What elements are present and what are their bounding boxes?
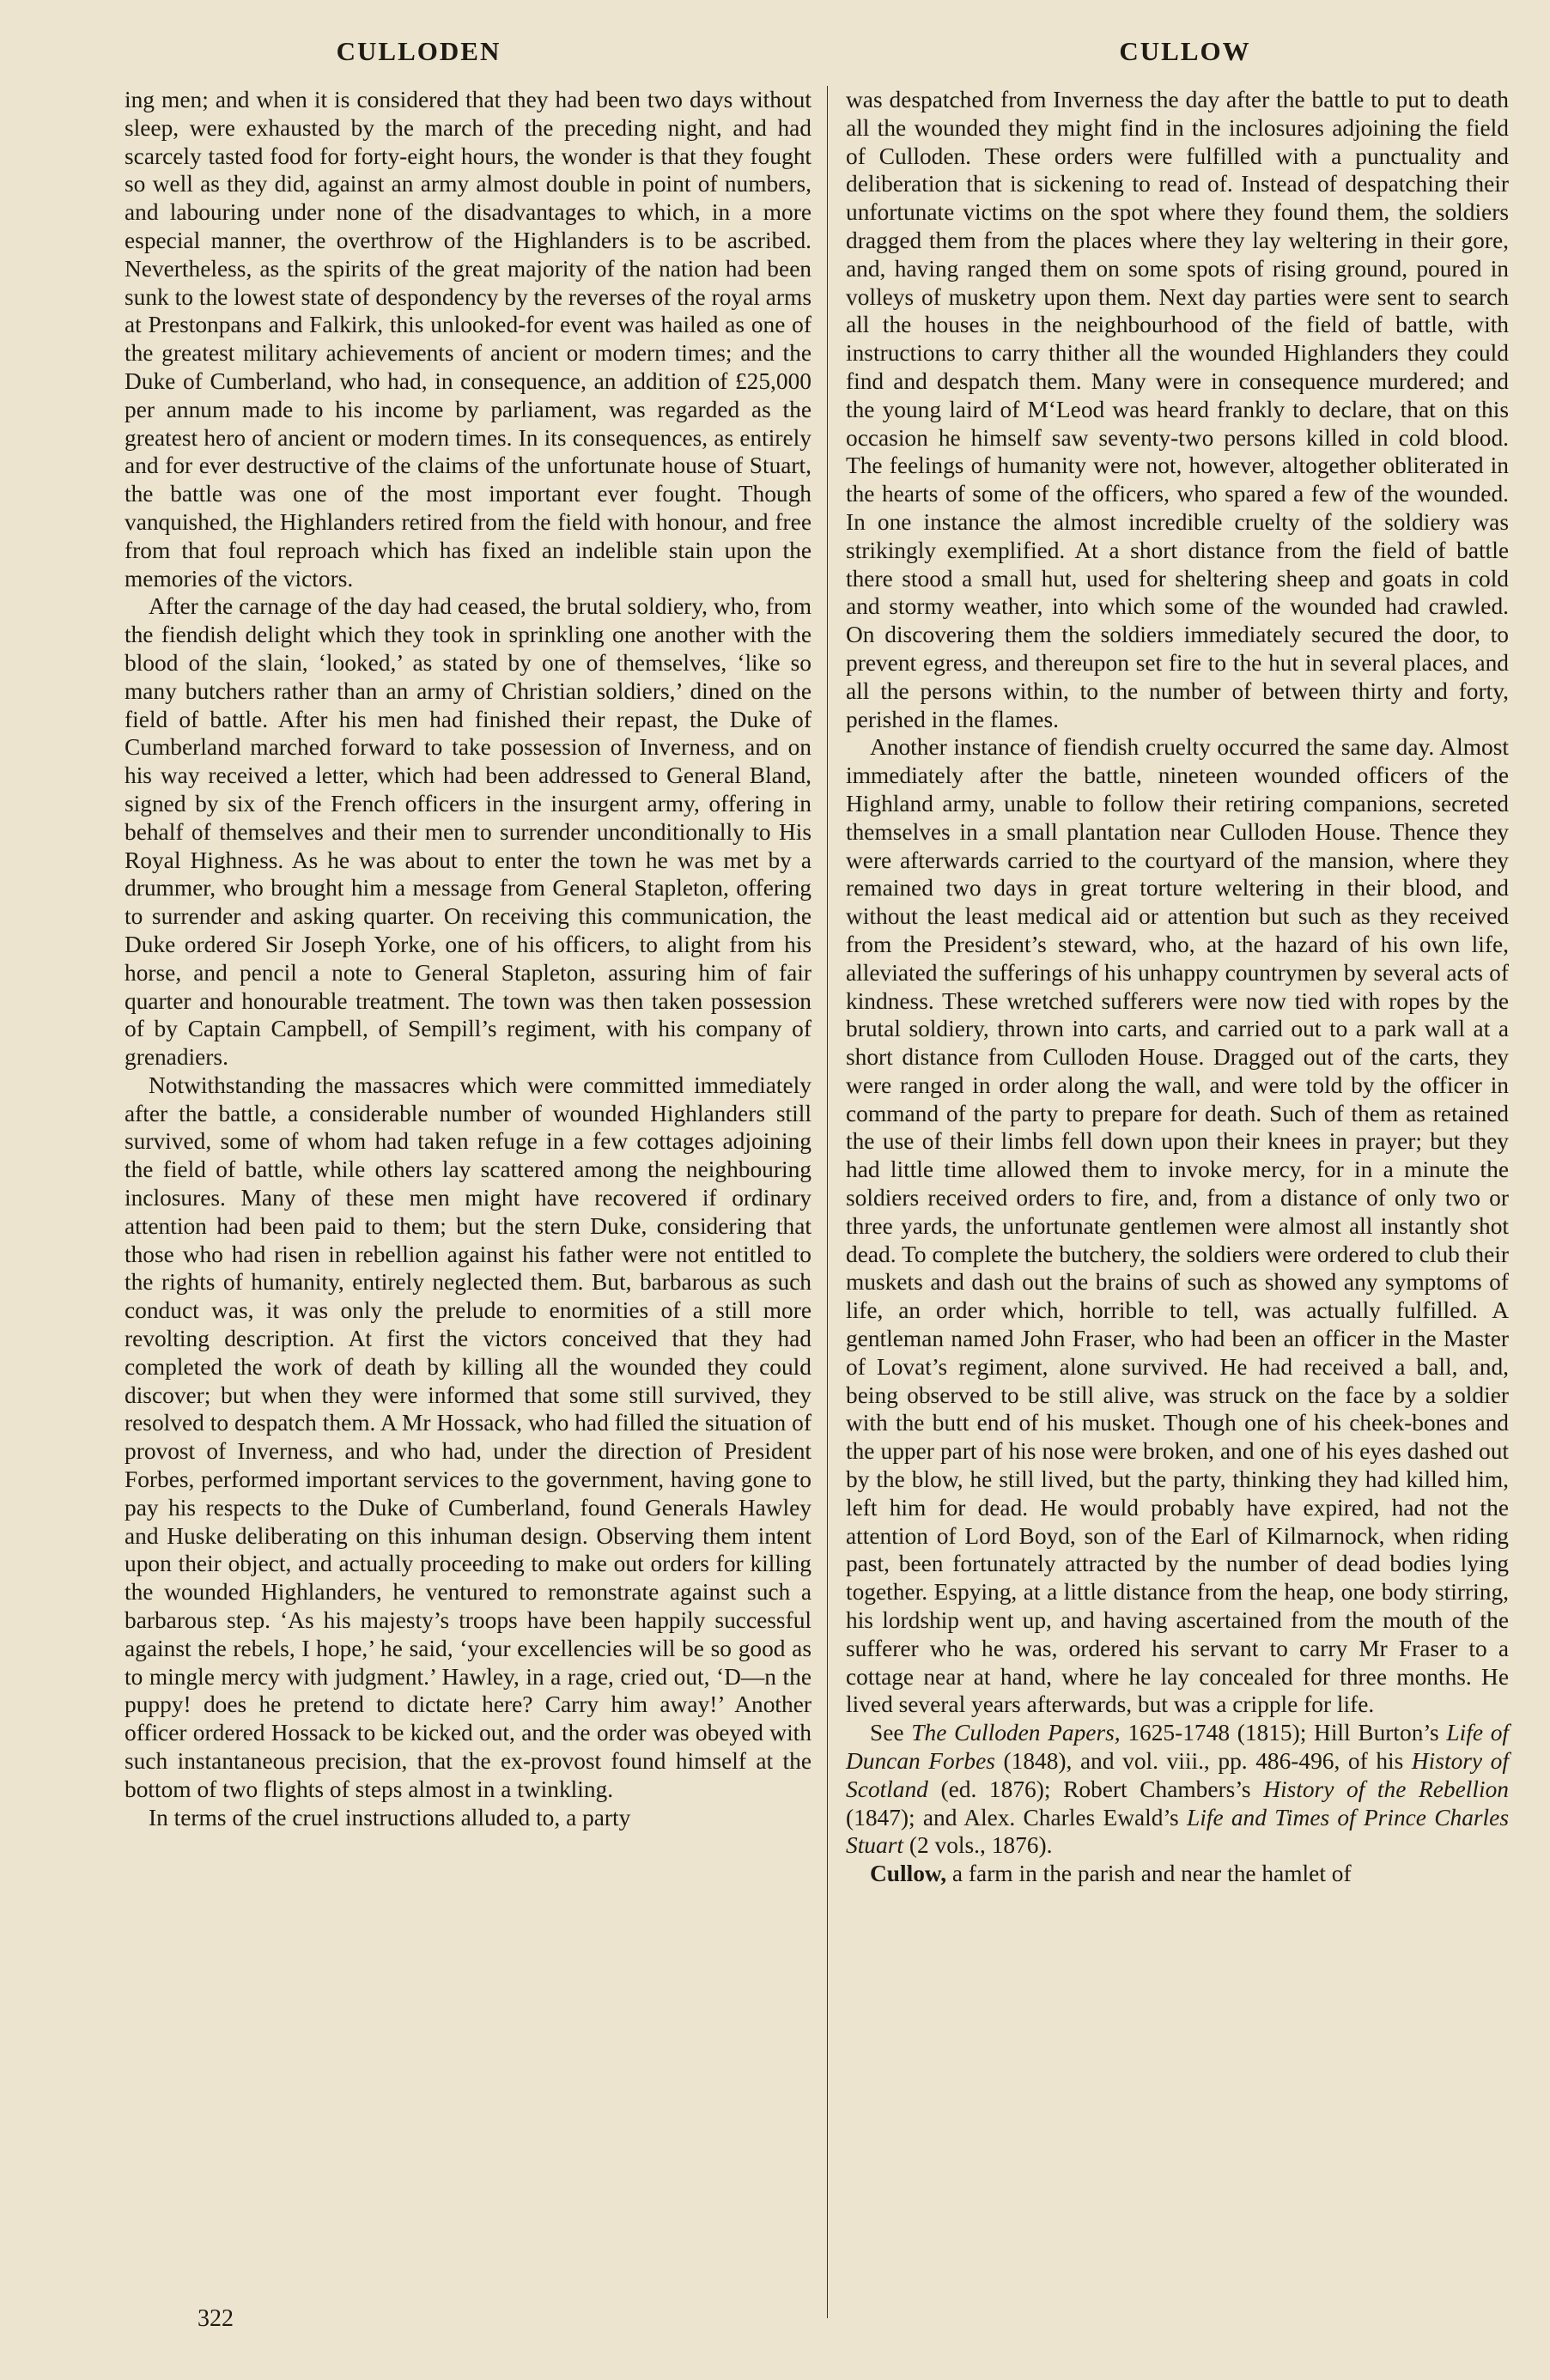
paragraph: ing men; and when it is considered that they had been two days without sleep, were exhausted by the march of the preceding night, and had scarcely tasted food for forty-eight hours, the wonder is that they fought so well as they did, against an army almost double in point of numbers, and labouring under none of the disadvantages to which, in a more especial manner, the overthrow of the Highlanders is to be ascribed. Nevertheless, as the spirits of the great majority of the nation had been sunk to the lowest state of despondency by the reverses of the royal arms at Prestonpans and Falkirk, this unlooked-for event was hailed as one of the greatest military achievements of ancient or modern times; and the Duke of Cumberland, who had, in consequence, an addition of £25,000 per annum made to his income by parliament, was regarded as the greatest hero of ancient or modern times. In its consequences, as entirely and for ever destructive of the claims of the unfortunate house of Stuart, the battle was one of the most important ever fought. Though vanquished, the Highlanders retired from the field with honour, and free from that foul reproach which has fixed an indelible stain upon the memories of the victors. — [125, 87, 811, 592]
reference-title: The Culloden Papers, — [911, 1720, 1121, 1746]
reference-detail: 1625-1748 (1815); Hill Burton’s — [1128, 1720, 1439, 1746]
right-column — [846, 86, 1509, 1888]
reference-title: History of the Rebellion — [1263, 1776, 1509, 1802]
entry-headword: Cullow, — [870, 1861, 947, 1887]
paragraph: was despatched from Inverness the day after the battle to put to death all the wounded they might find in the inclosures adjoining the field of Culloden. These orders were fulfilled with a punctuality and deliberation that is sickening to read of. Instead of despatching their unfortunate victims on the spot where they found them, the soldiers dragged them from the places where they lay weltering in their gore, and, having ranged them on some spots of rising ground, poured in volleys of musketry upon them. Next day parties were sent to search all the houses in the neighbourhood of the field of battle, with instructions to carry thither all the wounded Highlanders they could find and despatch them. Many were in consequence murdered; and the young laird of M‘Leod was heard frankly to declare, that on this occasion he himself saw seventy-two persons killed in cold blood. The feelings of humanity were not, however, altogether obliterated in the hearts of some of the officers, who spared a few of the wounded. In one instance the almost incredible cruelty of the soldiery was strikingly exemplified. At a short distance from the field of battle there stood a small hut, used for sheltering sheep and goats in cold and stormy weather, into which some of the wounded had crawled. On discovering them the soldiers immediately secured the door, to prevent egress, and thereupon set fire to the hut in several places, and all the persons within, to the number of between thirty and forty, perished in the flames. — [846, 87, 1509, 732]
reference-title: History of Scotland — [846, 1748, 1509, 1802]
entry-text: a farm in the parish and near the hamlet of — [951, 1861, 1352, 1887]
gazetteer-entry — [846, 1860, 1509, 1888]
paragraph: Another instance of fiendish cruelty occurred the same day. Almost immediately after the battle, nineteen wounded officers of the Highland army, unable to follow their retiring companions, secreted themselves in a small plantation near Culloden House. Thence they were afterwards carried to the courtyard of the mansion, where they remained two days in great torture weltering in their blood, and without the least medical aid or attention but such as they received from the President’s steward, who, at the hazard of his own life, alleviated the sufferings of his unhappy countrymen by several acts of kindness. These wretched sufferers were now tied with ropes by the brutal soldiery, thrown into carts, and carried out to a park wall at a short distance from Culloden House. Dragged out of the carts, they were ranged in order along the wall, and were told by the officer in command of the party to prepare for death. Such of them as retained the use of their limbs fell down upon their knees in prayer; but they had little time allowed them to invoke mercy, for in a minute the soldiers received orders to fire, and, from a distance of only two or three yards, the unfortunate gentlemen were almost all instantly shot dead. To complete the butchery, the soldiers were ordered to club their muskets and dash out the brains of such as showed any symptoms of life, an order which, horrible to tell, was actually fulfilled. A gentleman named John Fraser, who had been an officer in the Master of Lovat’s regiment, alone survived. He had received a ball, and, being observed to be still alive, was struck on the face by a soldier with the butt end of his musket. Though one of his cheek-bones and the upper part of his nose were broken, and one of his eyes dashed out by the blow, he still lived, but the party, thinking they had killed him, left him for dead. He would probably have expired, had not the attention of Lord Boyd, son of the Earl of Kilmarnock, when riding past, been fortunately attracted by the number of dead bodies lying together. Espying, at a little distance from the heap, one body stirring, his lordship went up, and having ascertained from the mouth of the sufferer who he was, ordered his servant to carry Mr Fraser to a cottage near at hand, where he lay concealed for three months. He lived several years afterwards, but was a cripple for life. — [846, 734, 1509, 1718]
reference-title: Life of Duncan Forbes — [846, 1720, 1510, 1775]
reference-detail: (ed. 1876); Robert Chambers’s — [940, 1776, 1251, 1802]
running-head-right: CULLOW — [1119, 36, 1251, 66]
column-divider — [827, 86, 828, 2318]
reference-detail: (1847); and Alex. Charles Ewald’s — [846, 1804, 1179, 1831]
paragraph: In terms of the cruel instructions alluded to, a party — [149, 1804, 631, 1831]
paragraph: After the carnage of the day had ceased, the brutal soldiery, who, from the fiendish delight which they took in sprinkling one another with the blood of the slain, ‘looked,’ as stated by one of themselves, ‘like so many butchers rather than an army of Christian soldiers,’ dined on the field of battle. After his men had finished their repast, the Duke of Cumberland marched forward to take possession of Inverness, and on his way received a letter, which had been addressed to General Bland, signed by six of the French officers in the insurgent army, offering in behalf of themselves and their men to surrender unconditionally to His Royal Highness. As he was about to enter the town he was met by a drummer, who brought him a message from General Stapleton, offering to surrender and asking quarter. On receiving this communication, the Duke ordered Sir Joseph Yorke, one of his officers, to alight from his horse, and pencil a note to General Stapleton, assuring him of fair quarter and honourable treatment. The town was then taken possession of by Captain Campbell, of Sempill’s regiment, with his company of grenadiers. — [125, 593, 811, 1071]
running-head-left: CULLODEN — [336, 36, 501, 66]
page-number: 322 — [198, 2305, 234, 2332]
references-paragraph — [846, 1719, 1509, 1860]
reference-detail: (2 vols., 1876). — [909, 1832, 1053, 1859]
paragraph: Notwithstanding the massacres which were committed immediately after the battle, a considerable number of wounded Highlanders still survived, some of whom had taken refuge in a few cottages adjoining the field of battle, while others lay scattered among the neighbouring inclosures. Many of these men might have recovered if ordinary attention had been paid to them; but the stern Duke, considering that those who had risen in rebellion against his father were not entitled to the rights of humanity, entirely neglected them. But, barbarous as such conduct was, it was only the prelude to enormities of a still more revolting description. At first the victors conceived that they had completed the work of death by killing all the wounded they could discover; but when they were informed that some still survived, they resolved to despatch them. A Mr Hossack, who had filled the situation of provost of Inverness, and who had, under the direction of President Forbes, performed important services to the government, having gone to pay his respects to the Duke of Cumberland, found Generals Hawley and Huske deliberating on this inhuman design. Observing them intent upon their object, and actually proceeding to make out orders for killing the wounded Highlanders, he ventured to remonstrate against such a barbarous step. ‘As his majesty’s troops have been happily successful against the rebels, I hope,’ he said, ‘your excellencies will be so good as to mingle mercy with judgment.’ Hawley, in a rage, cried out, ‘D—n the puppy! does he pretend to dictate here? Carry him away!’ Another officer ordered Hossack to be kicked out, and the order was obeyed with such instantaneous precision, that the ex-provost found himself at the bottom of two flights of steps almost in a twinkling. — [125, 1072, 811, 1802]
left-column — [125, 86, 811, 1831]
reference-title: Life and Times of Prince Charles Stuart — [846, 1804, 1509, 1859]
reference-detail: (1848), and vol. viii., pp. 486-496, of his — [1003, 1748, 1404, 1775]
see-label: See — [870, 1720, 904, 1746]
